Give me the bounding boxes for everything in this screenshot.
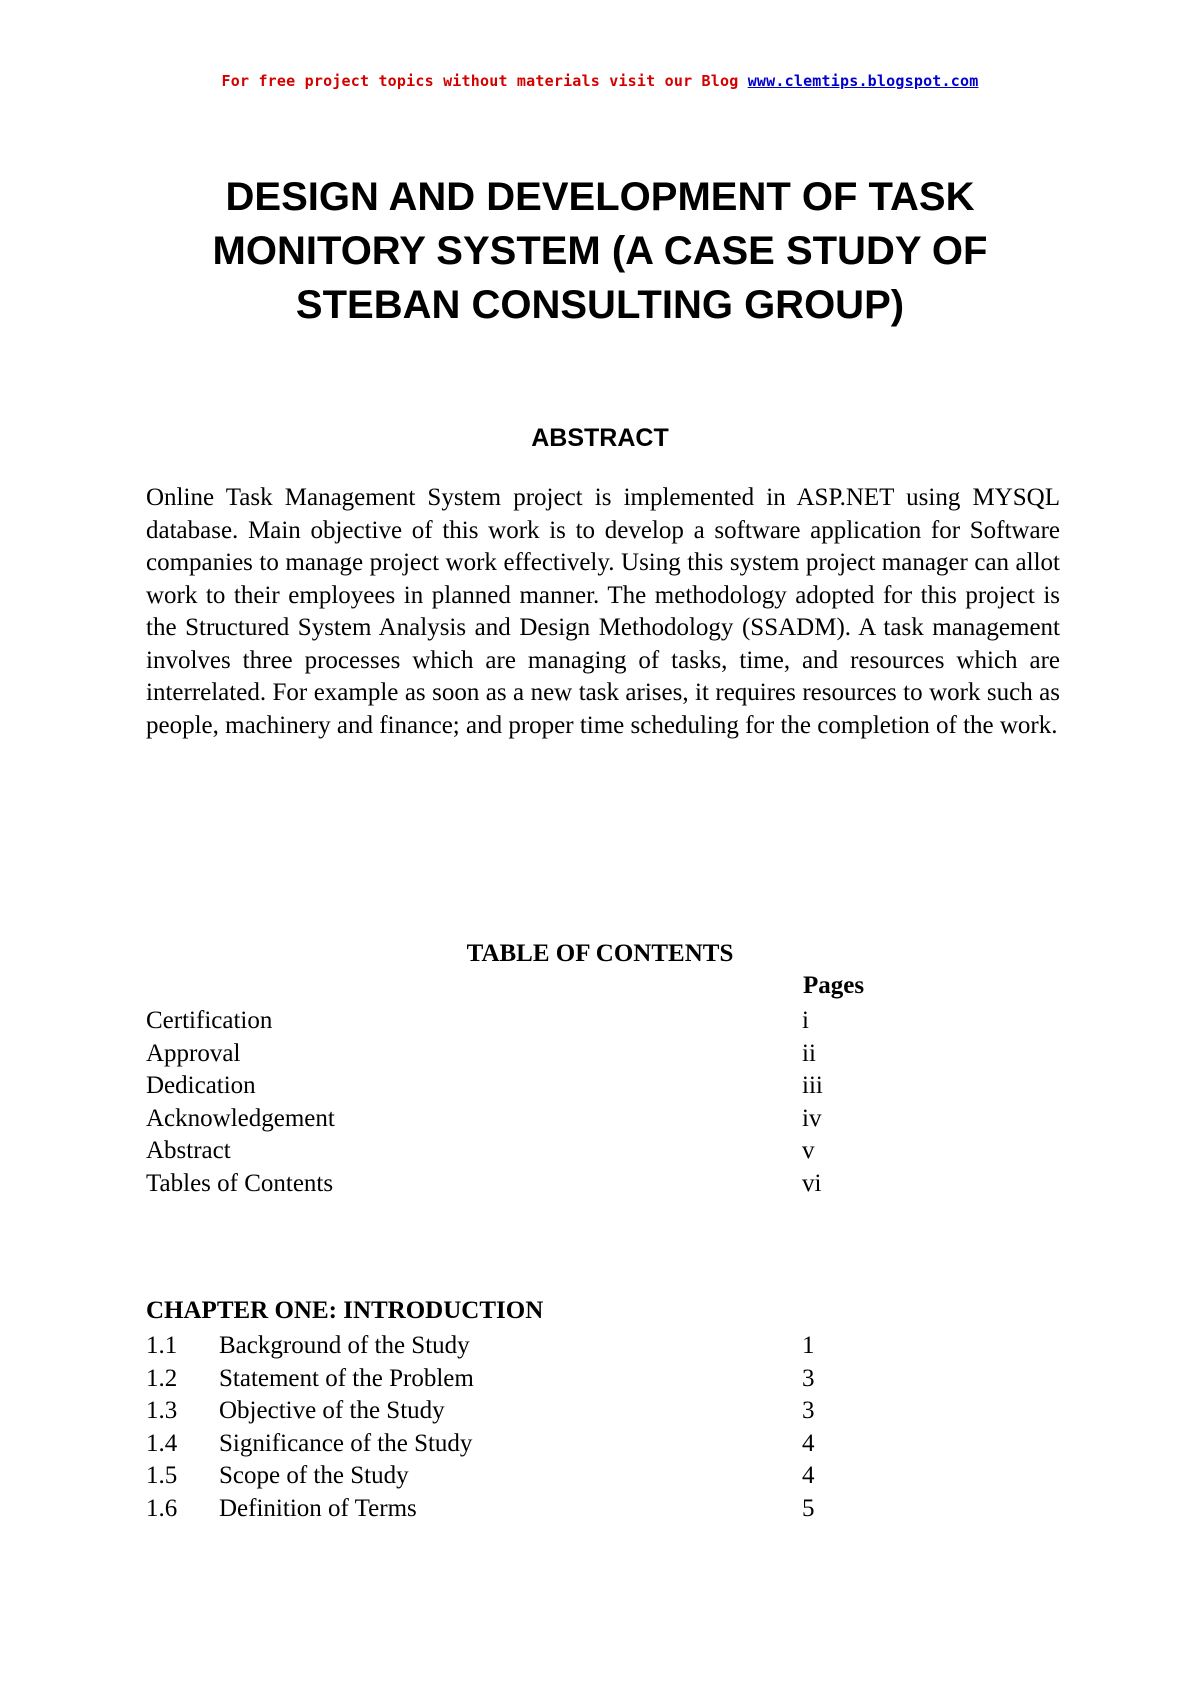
section-number: 1.5 bbox=[146, 1462, 178, 1489]
toc-entry bbox=[146, 1135, 906, 1168]
toc-entry bbox=[146, 1103, 906, 1136]
chapter-section-row bbox=[146, 1330, 906, 1363]
abstract-body: Online Task Management System project is implemented in ASP.NET using MYSQL database. Main objective of this work is to develop a software application for Software companies to manage project work effectively. Using this system project manager can allot work to their employees in planned manner. The methodology adopted for this project is the Structured System Analysis and Design Methodology (SSADM). A task management involves three processes which are managing of tasks, time, and resources which are interrelated. For example as soon as a new task arises, it requires resources to work such as people, machinery and finance; and proper time scheduling for the completion of the work. bbox=[146, 484, 1060, 739]
chapter-section-row bbox=[146, 1460, 906, 1493]
toc-entry-label: Acknowledgement bbox=[146, 1104, 335, 1132]
title-line-3: STEBAN CONSULTING GROUP) bbox=[295, 283, 905, 327]
toc-entry-page: iii bbox=[802, 1072, 823, 1099]
section-number: 1.4 bbox=[146, 1429, 178, 1457]
title-line-2: MONITORY SYSTEM (A CASE STUDY OF bbox=[212, 229, 988, 273]
section-page: 3 bbox=[802, 1397, 815, 1424]
toc-heading: TABLE OF CONTENTS bbox=[466, 940, 734, 967]
section-number: 1.6 bbox=[146, 1494, 178, 1522]
toc-entry-page: ii bbox=[802, 1039, 816, 1067]
section-number: 1.1 bbox=[146, 1332, 178, 1359]
toc-entry-label: Tables of Contents bbox=[146, 1169, 334, 1197]
toc-entry bbox=[146, 1168, 906, 1201]
toc-entry-page: vi bbox=[802, 1169, 822, 1197]
chapter-section-row bbox=[146, 1395, 906, 1428]
chapter-section-row bbox=[146, 1428, 906, 1461]
section-label: Background of the Study bbox=[219, 1332, 470, 1359]
toc-entry-label: Abstract bbox=[146, 1137, 231, 1164]
toc-list bbox=[146, 1005, 906, 1200]
section-label: Scope of the Study bbox=[219, 1462, 409, 1489]
toc-entry bbox=[146, 1038, 906, 1071]
toc-pages-label: Pages bbox=[803, 972, 865, 999]
section-label: Significance of the Study bbox=[219, 1429, 473, 1457]
abstract-heading: ABSTRACT bbox=[531, 424, 669, 452]
toc-entry-label: Dedication bbox=[146, 1072, 256, 1099]
section-number: 1.2 bbox=[146, 1364, 178, 1392]
title-line-1: DESIGN AND DEVELOPMENT OF TASK bbox=[225, 175, 975, 219]
section-page: 3 bbox=[802, 1364, 815, 1392]
blog-link[interactable]: www.clemtips.blogspot.com bbox=[747, 72, 979, 90]
chapter-one-heading: CHAPTER ONE: INTRODUCTION bbox=[146, 1297, 544, 1324]
section-label: Statement of the Problem bbox=[219, 1364, 474, 1392]
header-note bbox=[0, 72, 1200, 90]
chapter-section-row bbox=[146, 1363, 906, 1396]
section-number: 1.3 bbox=[146, 1397, 178, 1424]
section-page: 1 bbox=[802, 1332, 815, 1359]
toc-entry bbox=[146, 1070, 906, 1103]
toc-entry-label: Approval bbox=[146, 1039, 241, 1067]
section-page: 5 bbox=[802, 1494, 815, 1522]
section-page: 4 bbox=[802, 1429, 815, 1457]
document-title bbox=[120, 170, 1080, 332]
toc-entry-page: i bbox=[802, 1007, 809, 1034]
toc-entry bbox=[146, 1005, 906, 1038]
toc-entry-page: iv bbox=[802, 1104, 822, 1132]
chapter-section-row bbox=[146, 1493, 906, 1526]
toc-entry-page: v bbox=[802, 1137, 815, 1164]
section-label: Objective of the Study bbox=[219, 1397, 445, 1424]
section-page: 4 bbox=[802, 1462, 815, 1489]
header-note-text: For free project topics without materials visit our Blog bbox=[221, 72, 748, 90]
chapter-one-sections bbox=[146, 1330, 906, 1525]
section-label: Definition of Terms bbox=[219, 1494, 417, 1522]
toc-entry-label: Certification bbox=[146, 1007, 273, 1034]
